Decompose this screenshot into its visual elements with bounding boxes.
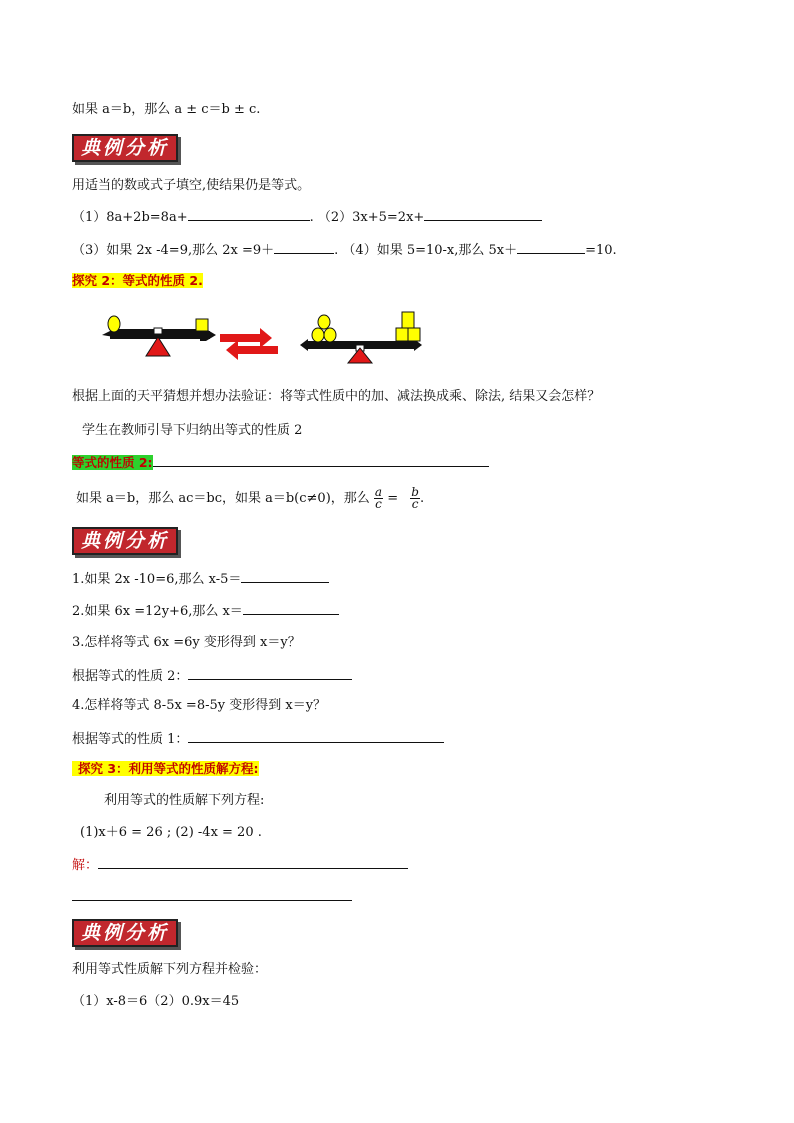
example-analysis-banner: 典例分析: [72, 919, 178, 947]
q3-period: .: [334, 243, 339, 258]
frac1-denominator: c: [375, 497, 382, 511]
example2-q3: 3.怎样将等式 6x =6y 变形得到 x＝y？: [72, 635, 301, 650]
example2-q4-basis-text: 根据等式的性质 1：: [72, 732, 189, 747]
property2-label: 等式的性质 2:: [72, 455, 153, 470]
left-fulcrum: [146, 337, 170, 356]
left-scale-pointer: [154, 328, 162, 334]
balance-scale-figure: [100, 300, 430, 365]
answer-blank[interactable]: [188, 729, 444, 743]
example1-q4: （4）如果 5=10-x,那么 5x＋: [342, 243, 518, 258]
example2-q4-basis: [72, 729, 444, 749]
example3-equations: （1）x-8＝6（2）0.9x＝45: [72, 994, 240, 1009]
explore3-equations: (1)x＋6 = 26 ; (2) -4x = 20 .: [80, 825, 262, 840]
answer-blank[interactable]: [98, 855, 408, 869]
example1-q1-q2: [72, 207, 542, 227]
arrow-left: [226, 340, 278, 360]
right-fulcrum: [348, 348, 372, 363]
example2-q2: [72, 601, 339, 621]
right-pan-block-2: [408, 328, 420, 341]
example1-prompt: 用适当的数或式子填空,使结果仍是等式。: [72, 178, 311, 193]
example2-q3-basis: [72, 666, 352, 686]
example1-q3: （3）如果 2x -4=9,那么 2x =9＋: [72, 243, 275, 258]
property2-statement-line: [76, 487, 424, 510]
right-pan-block-3: [402, 312, 414, 328]
explore2-title: [72, 272, 203, 291]
example2-q1-text: 1.如果 2x -10=6,那么 x-5＝: [72, 572, 242, 587]
property2-blank[interactable]: [153, 453, 489, 467]
example1-q1: （1）8a+2b=8a+: [72, 210, 188, 225]
exchange-arrows: [220, 328, 278, 360]
example1-q3-q4: [72, 240, 617, 260]
right-pan-ball-1: [312, 328, 324, 342]
statement-period: .: [419, 491, 425, 506]
example3-prompt: 利用等式性质解下列方程并检验：: [72, 962, 268, 977]
right-pan-block-1: [396, 328, 408, 341]
solve-label: 解：: [72, 858, 99, 873]
q1-period: .: [309, 210, 314, 225]
example1-q4-end: =10.: [585, 243, 617, 258]
fraction-a-over-c: [374, 487, 383, 510]
right-balance-scale: [300, 312, 422, 363]
property2-statement: 如果 a＝b，那么 ac＝bc，如果 a＝b(c≠0)，那么: [76, 491, 370, 506]
solve-line: [72, 855, 408, 875]
explore3-heading: 探究 3：利用等式的性质解方程:: [72, 761, 259, 776]
frac2-numerator: b: [411, 485, 419, 499]
left-pan-weight-ball: [108, 316, 120, 332]
example2-q4: 4.怎样将等式 8-5x =8-5y 变形得到 x＝y？: [72, 698, 327, 713]
example-analysis-banner: 典例分析: [72, 134, 178, 162]
left-balance-scale: [102, 316, 216, 356]
answer-blank[interactable]: [424, 207, 542, 221]
answer-blank[interactable]: [243, 601, 339, 615]
left-pan-weight-block: [196, 319, 208, 331]
property2-label-line: [72, 453, 489, 473]
fraction-b-over-c: [410, 487, 420, 510]
right-pan-ball-3: [318, 315, 330, 329]
property1-statement: 如果 a＝b，那么 a ± c＝b ± c.: [72, 102, 261, 117]
answer-blank[interactable]: [72, 887, 352, 901]
explore2-heading: 探究 2：等式的性质 2.: [72, 273, 203, 288]
right-beam-left-tip: [300, 339, 308, 351]
guess-prompt: 根据上面的天平猜想并想办法验证：将等式性质中的加、减法换成乘、除法, 结果又会怎样？: [72, 389, 601, 404]
example2-q3-basis-text: 根据等式的性质 2：: [72, 669, 189, 684]
example2-q2-text: 2.如果 6x =12y+6,那么 x＝: [72, 604, 243, 619]
frac1-numerator: a: [374, 485, 383, 499]
solve-line-2: [72, 887, 352, 907]
explore3-instruction: 利用等式的性质解下列方程:: [104, 793, 265, 808]
explore3-title: [72, 760, 259, 779]
answer-blank[interactable]: [517, 240, 585, 254]
student-summary: 学生在教师引导下归纳出等式的性质 2: [82, 423, 303, 438]
frac2-denominator: c: [411, 497, 419, 511]
answer-blank[interactable]: [188, 666, 352, 680]
arrow-right: [220, 328, 272, 348]
answer-blank[interactable]: [188, 207, 310, 221]
example-analysis-banner: 典例分析: [72, 527, 178, 555]
answer-blank[interactable]: [274, 240, 334, 254]
right-pan-ball-2: [324, 328, 336, 342]
example2-q1: [72, 569, 329, 589]
equals-sign: =: [387, 491, 399, 506]
answer-blank[interactable]: [241, 569, 329, 583]
example1-q2: （2）3x+5=2x+: [317, 210, 425, 225]
